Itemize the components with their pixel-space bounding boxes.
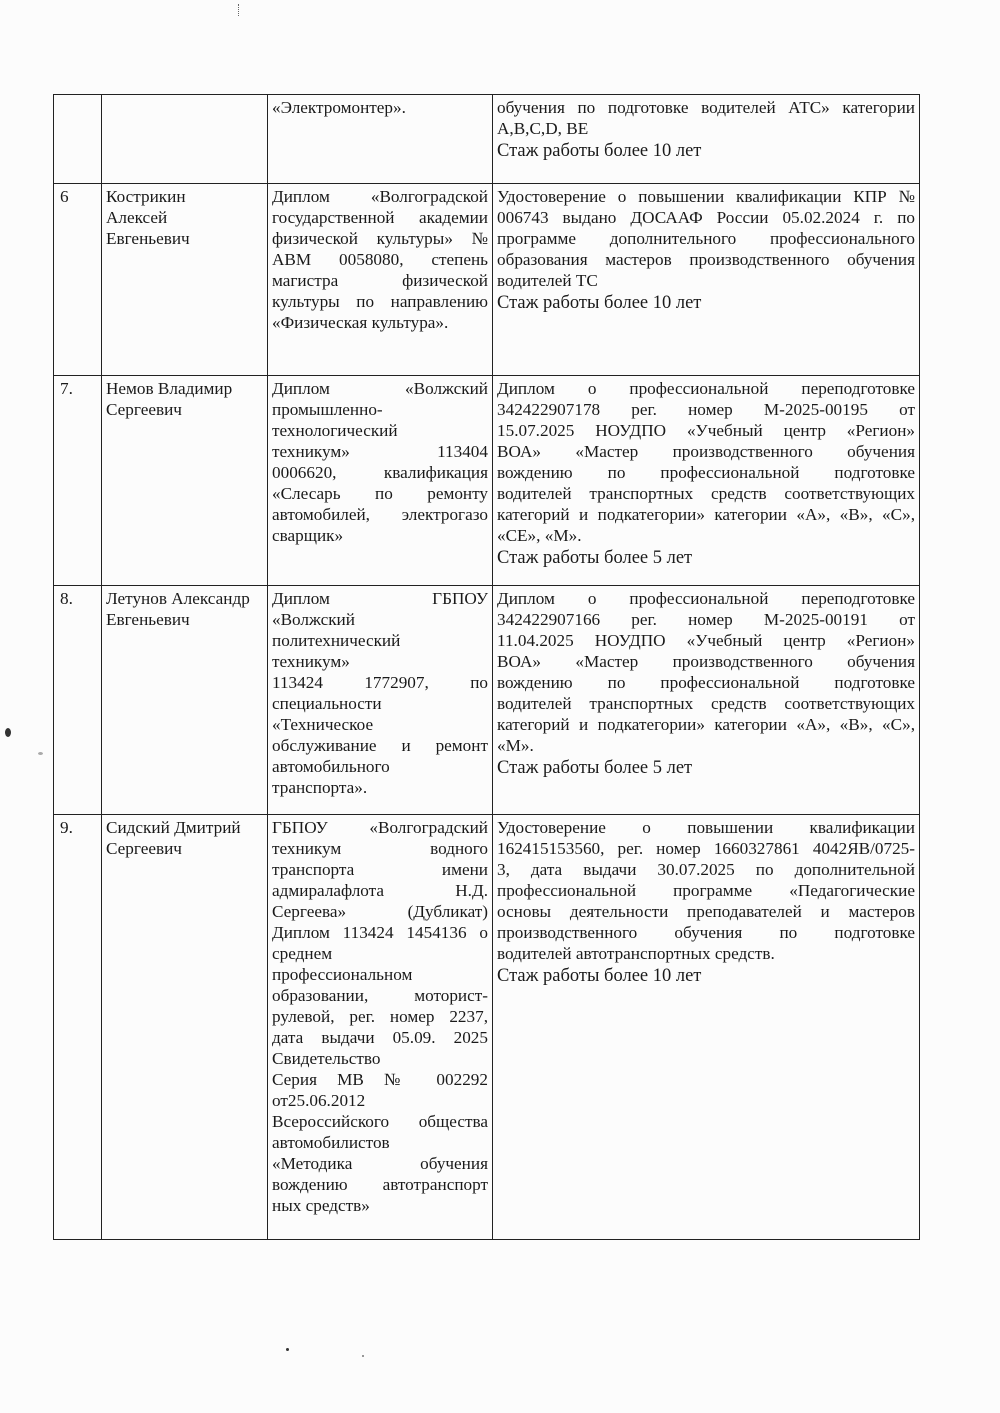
qualification-cell — [493, 815, 920, 1240]
qualification-line: «СЕ», «М». — [497, 526, 582, 545]
row-number — [54, 95, 102, 184]
education-line: среднем — [272, 944, 333, 963]
education-line: 0006620, квалификация — [272, 463, 488, 482]
education-cell — [268, 586, 493, 815]
education-line: Сергеева» (Дубликат) — [272, 902, 488, 921]
name-line: Алексей — [106, 208, 168, 227]
education-line: обслуживание и ремонт — [272, 736, 488, 755]
education-line: техникум водного — [272, 839, 488, 858]
qualification-line: категорий и подкатегории» категории «А», «В», «С», — [497, 715, 915, 734]
row-number: 6 — [54, 184, 102, 376]
education-line: «Электромонтер». — [272, 98, 406, 117]
qualification-line: 15.07.2025 НОУДПО «Учебный центр «Регион» — [497, 421, 915, 440]
name-line: Сидский Дмитрий — [106, 818, 241, 837]
table-row — [54, 184, 920, 376]
qualification-cell — [493, 376, 920, 586]
row-number: 8. — [54, 586, 102, 815]
work-experience: Стаж работы более 10 лет — [497, 966, 702, 986]
scan-artifact-speck — [38, 752, 43, 755]
education-line: Диплом 113424 1454136 о — [272, 923, 488, 942]
education-line: автомобилей, электрогазо — [272, 505, 488, 524]
education-line: ных средств» — [272, 1196, 370, 1215]
education-line: дата выдачи 05.09. 2025 — [272, 1028, 488, 1047]
scan-artifact-speck — [5, 728, 11, 737]
qualification-line: водителей ТС — [497, 271, 598, 290]
qualification-cell — [493, 586, 920, 815]
qualification-line: вождению по профессиональной подготовке — [497, 673, 915, 692]
education-line: Свидетельство — [272, 1049, 381, 1068]
education-line: АВМ 0058080, степень — [272, 250, 488, 269]
education-line: техникум» — [272, 652, 350, 671]
qualification-line: обучения по подготовке водителей АТС» категории — [497, 98, 915, 117]
qualification-line: 162415153560, рег. номер 1660327861 4042ЯВ/0725- — [497, 839, 915, 858]
work-experience: Стаж работы более 10 лет — [497, 141, 702, 161]
education-line: адмиралафлота Н.Д. — [272, 881, 488, 900]
qualification-line: 342422907178 рег. номер М-2025-00195 от — [497, 400, 915, 419]
education-line: государственной академии — [272, 208, 488, 227]
name-line: Сергеевич — [106, 400, 182, 419]
employee-name — [102, 184, 268, 376]
qualification-line: Диплом о профессиональной переподготовке — [497, 589, 915, 608]
name-line: Немов Владимир — [106, 379, 233, 398]
qualification-line: ВОА» «Мастер производственного обучения — [497, 442, 915, 461]
education-line: 113424 1772907, по — [272, 673, 488, 692]
education-line: от25.06.2012 — [272, 1091, 366, 1110]
scan-artifact-speck — [362, 1355, 364, 1357]
education-line: магистра физической — [272, 271, 488, 290]
work-experience: Стаж работы более 5 лет — [497, 758, 693, 778]
education-line: образовании, моторист- — [272, 986, 488, 1005]
name-line: Евгеньевич — [106, 610, 190, 629]
table-row — [54, 376, 920, 586]
employee-name — [102, 815, 268, 1240]
qualification-line: образования мастеров производственного обучения — [497, 250, 915, 269]
education-line: политехнический — [272, 631, 401, 650]
name-line: Евгеньевич — [106, 229, 190, 248]
table-row — [54, 95, 920, 184]
qualification-cell — [493, 184, 920, 376]
qualification-line: водителей автотранспортных средств. — [497, 944, 775, 963]
education-line: «Слесарь по ремонту — [272, 484, 488, 503]
education-cell — [268, 815, 493, 1240]
qualification-line: водителей транспортных средств соответствующих — [497, 694, 915, 713]
education-line: Серия МВ № 002292 — [272, 1070, 488, 1089]
qualification-line: категорий и подкатегории» категории «А», «В», «С», — [497, 505, 915, 524]
qualification-line: Удостоверение о повышении квалификации КПР № — [497, 187, 915, 206]
education-line: физической культуры» № — [272, 229, 488, 248]
education-line: транспорта». — [272, 778, 368, 797]
education-line: «Волжский — [272, 610, 355, 629]
employee-name — [102, 376, 268, 586]
education-line: вождению автотранспорт — [272, 1175, 488, 1194]
table-body — [54, 95, 920, 1240]
table-row — [54, 586, 920, 815]
row-number: 7. — [54, 376, 102, 586]
education-line: профессиональном — [272, 965, 413, 984]
employee-name — [102, 95, 268, 184]
name-line: Летунов Александр — [106, 589, 250, 608]
education-line: Диплом ГБПОУ — [272, 589, 488, 608]
work-experience: Стаж работы более 5 лет — [497, 548, 693, 568]
education-line: специальности — [272, 694, 382, 713]
qualification-line: вождению по профессиональной подготовке — [497, 463, 915, 482]
qualification-line: профессиональной программе «Педагогические — [497, 881, 915, 900]
employee-name — [102, 586, 268, 815]
education-line: автомобильного — [272, 757, 390, 776]
qualification-line: производственного обучения по подготовке — [497, 923, 915, 942]
qualification-cell — [493, 95, 920, 184]
name-line: Сергеевич — [106, 839, 182, 858]
qualification-line: 11.04.2025 НОУДПО «Учебный центр «Регион» — [497, 631, 915, 650]
education-line: промышленно- — [272, 400, 383, 419]
qualification-line: водителей транспортных средств соответствующих — [497, 484, 915, 503]
name-line: Кострикин — [106, 187, 186, 206]
education-line: ГБПОУ «Волгоградский — [272, 818, 488, 837]
qualification-line: «М». — [497, 736, 534, 755]
education-line: техникум» 113404 — [272, 442, 488, 461]
education-line: «Техническое — [272, 715, 374, 734]
education-line: технологический — [272, 421, 398, 440]
education-line: «Методика обучения — [272, 1154, 488, 1173]
work-experience: Стаж работы более 10 лет — [497, 293, 702, 313]
education-line: транспорта имени — [272, 860, 488, 879]
education-line: Диплом «Волжский — [272, 379, 488, 398]
qualification-line: A,B,C,D, BE — [497, 119, 589, 138]
table-row — [54, 815, 920, 1240]
qualification-line: 3, дата выдачи 30.07.2025 по дополнительной — [497, 860, 915, 879]
education-line: «Физическая культура». — [272, 313, 449, 332]
education-line: автомобилистов — [272, 1133, 390, 1152]
qualification-line: 006743 выдано ДОСААФ России 05.02.2024 г. по — [497, 208, 915, 227]
qualification-line: основы деятельности преподавателей и мастеров — [497, 902, 915, 921]
education-cell — [268, 184, 493, 376]
education-line: культуры по направлению — [272, 292, 488, 311]
education-line: рулевой, рег. номер 2237, — [272, 1007, 488, 1026]
education-cell — [268, 376, 493, 586]
qualification-line: Диплом о профессиональной переподготовке — [497, 379, 915, 398]
row-number: 9. — [54, 815, 102, 1240]
qualification-line: ВОА» «Мастер производственного обучения — [497, 652, 915, 671]
qualification-line: программе дополнительного профессионального — [497, 229, 915, 248]
education-line: Всероссийского общества — [272, 1112, 488, 1131]
scan-artifact-mark — [238, 4, 241, 16]
staff-qualifications-table — [53, 94, 920, 1240]
education-cell — [268, 95, 493, 184]
education-line: Диплом «Волгоградской — [272, 187, 488, 206]
qualification-line: Удостоверение о повышении квалификации — [497, 818, 915, 837]
scan-artifact-speck — [286, 1348, 289, 1351]
qualification-line: 342422907166 рег. номер М-2025-00191 от — [497, 610, 915, 629]
education-line: сварщик» — [272, 526, 344, 545]
